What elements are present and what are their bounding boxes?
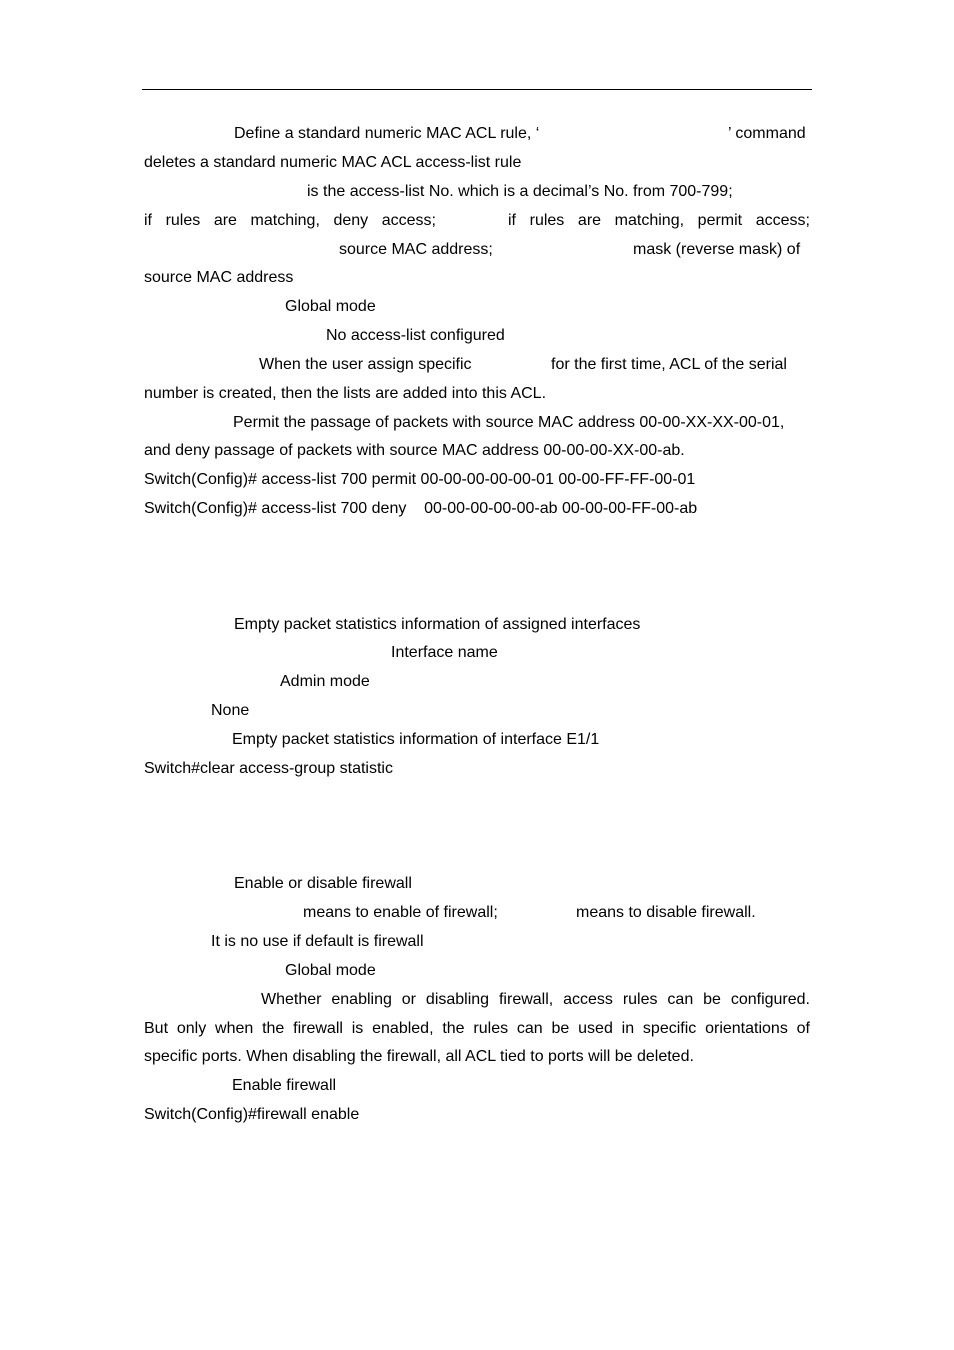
acl-command-2: Switch(Config)# access-list 700 deny 00-00-00-00-00-ab 00-00-00-FF-00-ab: [144, 500, 698, 517]
acl-usage-a: When the user assign specific: [259, 356, 472, 373]
acl-command-suffix: ’ command: [728, 125, 806, 142]
clear-mode: Admin mode: [280, 673, 370, 690]
acl-param-permit: if rules are matching, permit access;: [508, 212, 810, 229]
firewall-usage-a: Whether enabling or disabling firewall, access rules can be configured.: [261, 991, 810, 1008]
acl-example-b: and deny passage of packets with source MAC address 00-00-00-XX-00-ab.: [144, 442, 685, 459]
acl-param-num: is the access-list No. which is a decimal’s No. from 700-799;: [307, 183, 733, 200]
clear-description: Empty packet statistics information of assigned interfaces: [234, 616, 641, 633]
acl-param-mask-cont: source MAC address: [144, 269, 294, 286]
clear-default: None: [211, 702, 250, 719]
clear-command: Switch#clear access-group statistic: [144, 760, 393, 777]
acl-example-a: Permit the passage of packets with source MAC address 00-00-XX-XX-00-01,: [233, 414, 785, 431]
firewall-default: It is no use if default is firewall: [211, 933, 424, 950]
acl-param-src: source MAC address;: [339, 241, 493, 258]
acl-command-1: Switch(Config)# access-list 700 permit 00-00-00-00-00-01 00-00-FF-FF-00-01: [144, 471, 696, 488]
firewall-param-disable: means to disable firewall.: [576, 904, 756, 921]
firewall-usage-b: But only when the firewall is enabled, the rules can be used in specific orientations of: [144, 1020, 810, 1037]
acl-usage-c: number is created, then the lists are added into this ACL.: [144, 385, 547, 402]
clear-parameter: Interface name: [391, 644, 498, 661]
acl-description: Define a standard numeric MAC ACL rule, ‘: [234, 125, 540, 142]
acl-param-mask: mask (reverse mask) of: [633, 241, 801, 258]
firewall-mode: Global mode: [285, 962, 376, 979]
firewall-param-enable: means to enable of firewall;: [303, 904, 498, 921]
firewall-command: Switch(Config)#firewall enable: [144, 1106, 360, 1123]
acl-param-deny: if rules are matching, deny access;: [144, 212, 436, 229]
firewall-example: Enable firewall: [232, 1077, 337, 1094]
clear-example: Empty packet statistics information of interface E1/1: [232, 731, 600, 748]
acl-description-cont: deletes a standard numeric MAC ACL access-list rule: [144, 154, 522, 171]
acl-default: No access-list configured: [326, 327, 505, 344]
acl-mode: Global mode: [285, 298, 376, 315]
firewall-usage-c: specific ports. When disabling the firewall, all ACL tied to ports will be deleted.: [144, 1048, 694, 1065]
firewall-description: Enable or disable firewall: [234, 875, 412, 892]
acl-usage-b: for the first time, ACL of the serial: [551, 356, 787, 373]
header-rule: [142, 89, 812, 90]
